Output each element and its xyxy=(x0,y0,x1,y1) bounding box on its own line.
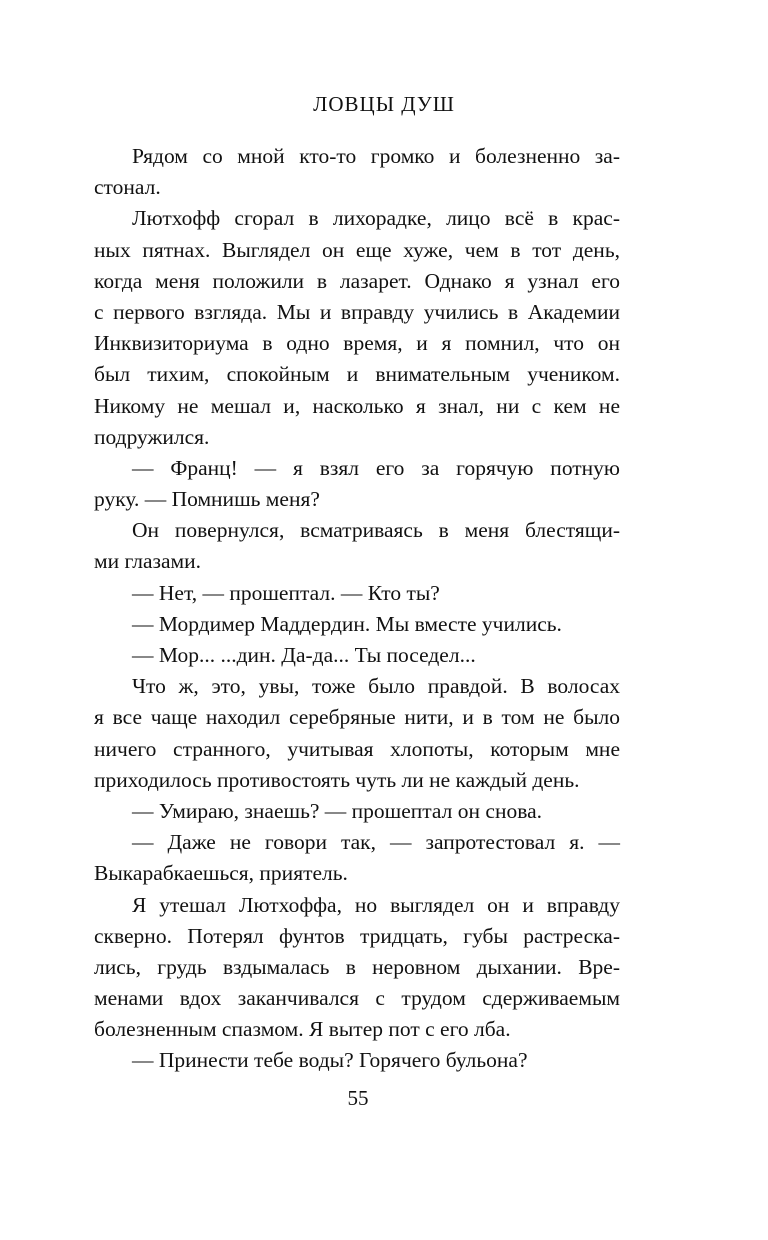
running-head: ЛОВЦЫ ДУШ xyxy=(313,92,455,116)
text-line: Выкарабкаешься, приятель. xyxy=(94,861,348,886)
text-line: лись, грудь вздымалась в неровном дыхании. Вре- xyxy=(94,954,620,979)
text-line: — Мордимер Маддердин. Мы вместе учились. xyxy=(132,611,562,636)
text-line: подружился. xyxy=(94,424,210,449)
text-line: менами вдох заканчивался с трудом сдерживаемым xyxy=(94,986,620,1011)
page-number: 55 xyxy=(347,1086,369,1110)
text-line: ничего странного, учитывая хлопоты, которым мне xyxy=(94,736,620,761)
text-line: — Принести тебе воды? Горячего бульона? xyxy=(132,1048,528,1073)
text-line: — Умираю, знаешь? — прошептал он снова. xyxy=(132,798,542,823)
text-line: ми глазами. xyxy=(94,549,202,574)
text-line: — Франц! — я взял его за горячую потную xyxy=(132,455,620,480)
text-line: ных пятнах. Выглядел он еще хуже, чем в тот день, xyxy=(94,237,620,262)
text-line: стонал. xyxy=(94,175,161,200)
text-line: с первого взгляда. Мы и вправду учились в Академии xyxy=(94,299,620,324)
text-line: болезненным спазмом. Я вытер пот с его лба. xyxy=(94,1017,511,1042)
text-line: — Мор... ...дин. Да-да... Ты поседел... xyxy=(132,643,476,667)
text-line: Я утешал Лютхоффа, но выглядел он и вправду xyxy=(132,892,620,917)
text-line: — Нет, — прошептал. — Кто ты? xyxy=(132,580,440,605)
text-line: руку. — Помнишь меня? xyxy=(94,487,320,512)
text-line: я все чаще находил серебряные нити, и в том не было xyxy=(94,705,620,730)
text-line: Лютхофф сгорал в лихорадке, лицо всё в крас- xyxy=(132,206,620,231)
text-line: Что ж, это, увы, тоже было правдой. В волосах xyxy=(132,674,620,699)
text-line: Никому не мешал и, насколько я знал, ни с кем не xyxy=(94,393,620,418)
text-line: был тихим, спокойным и внимательным учеником. xyxy=(94,362,620,387)
text-line: — Даже не говори так, — запротестовал я. — xyxy=(132,830,620,855)
text-line: Инквизиториума в одно время, и я помнил, что он xyxy=(94,331,620,356)
text-line: Рядом со мной кто-то громко и болезненно за- xyxy=(132,144,620,168)
text-line: Он повернулся, всматриваясь в меня блестящи- xyxy=(132,518,620,543)
text-line: когда меня положили в лазарет. Однако я узнал его xyxy=(94,268,620,293)
text-line: скверно. Потерял фунтов тридцать, губы растреска- xyxy=(94,923,620,948)
body-text xyxy=(94,141,620,1077)
text-line: приходилось противостоять чуть ли не каждый день. xyxy=(94,767,580,792)
